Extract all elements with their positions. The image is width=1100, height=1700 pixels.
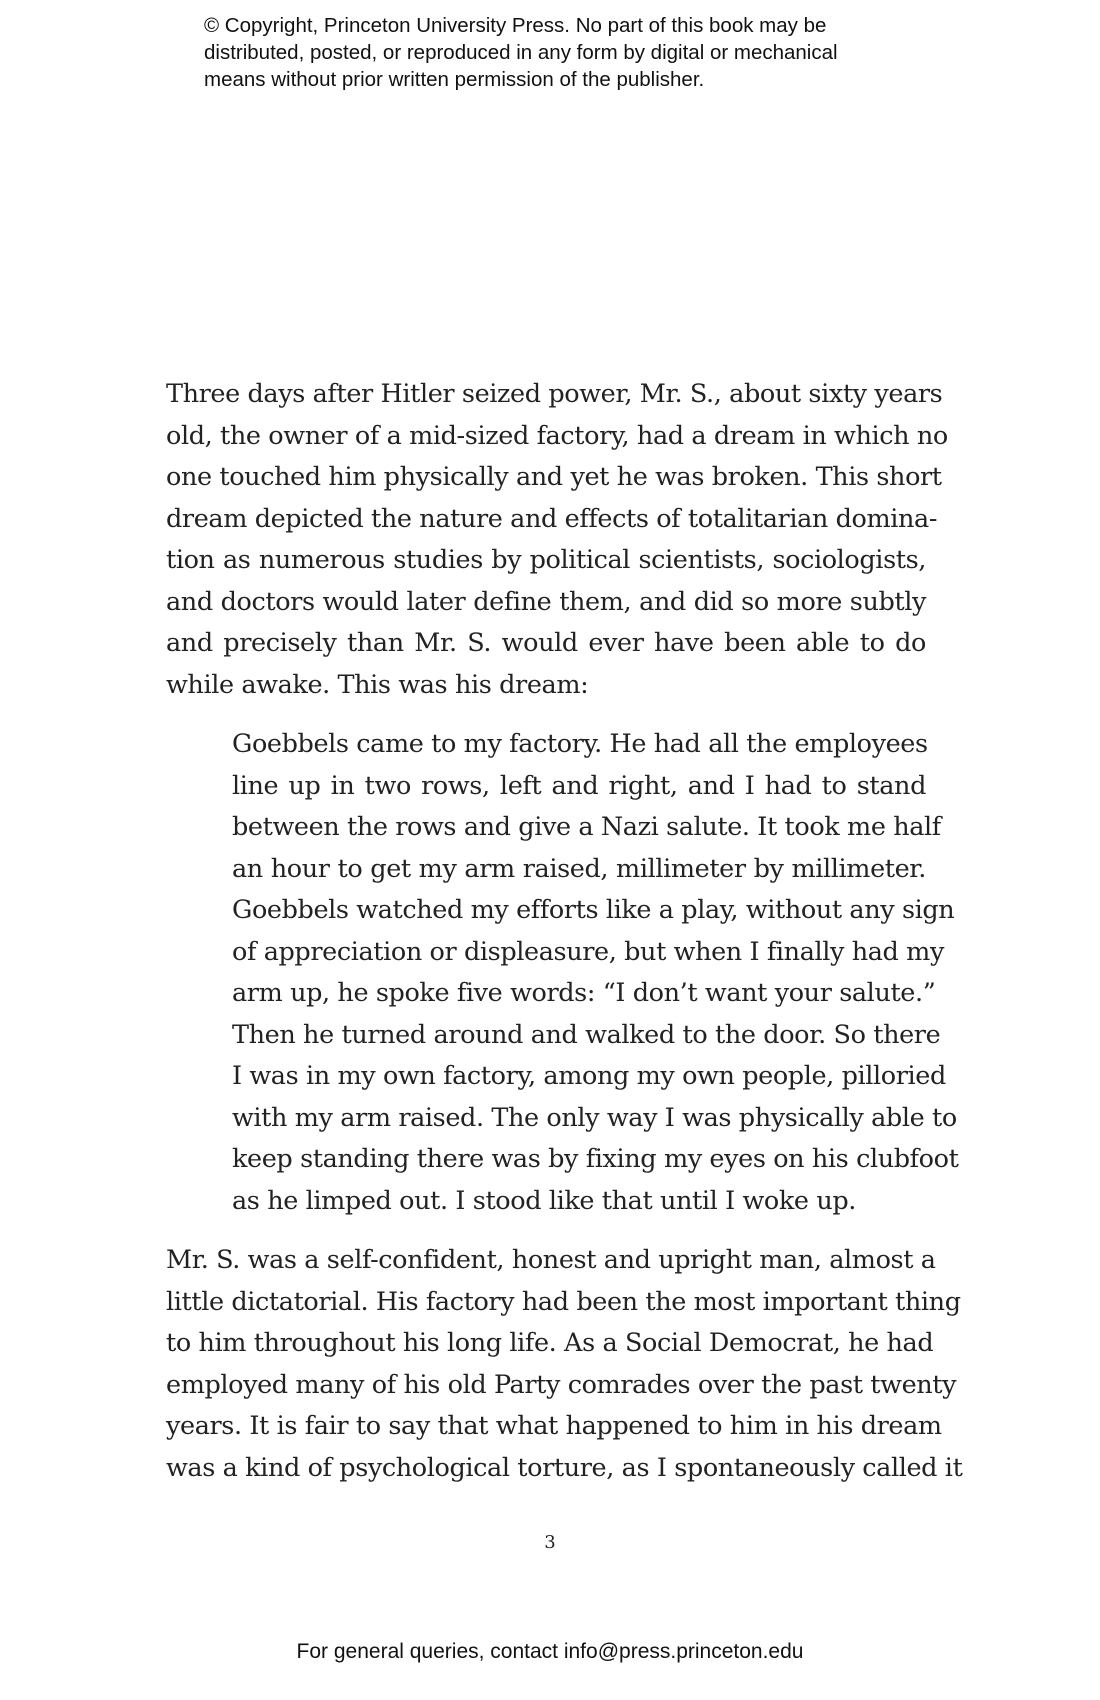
text-line: and doctors would later define them, and did so more subtly [166, 586, 926, 617]
copyright-line: distributed, posted, or reproduced in any form by digital or mechanical [204, 41, 838, 64]
copyright-line: © Copyright, Princeton University Press. No part of this book may be [204, 14, 827, 37]
text-line: and precisely than Mr. S. would ever have been able to do [166, 628, 926, 658]
copyright-line: means without prior written permission of the publisher. [204, 68, 705, 91]
text-line: while awake. This was his dream: [166, 669, 589, 700]
quote-line: of appreciation or displeasure, but when I finally had my [232, 936, 944, 967]
quote-line: keep standing there was by fixing my eyes on his clubfoot [232, 1144, 959, 1174]
text-line: was a kind of psychological torture, as I spontaneously called it [166, 1452, 963, 1483]
text-line: tion as numerous studies by political scientists, sociologists, [166, 545, 926, 575]
text-line: years. It is fair to say that what happened to him in his dream [166, 1411, 942, 1441]
paragraph-1 [166, 374, 948, 706]
text-line: dream depicted the nature and effects of totalitarian domina- [166, 503, 938, 534]
quote-line: an hour to get my arm raised, millimeter by millimeter. [232, 853, 926, 884]
quote-line: arm up, he spoke five words: “I don’t want your salute.” [232, 978, 936, 1008]
text-line: Mr. S. was a self-confident, honest and upright man, almost a [166, 1245, 936, 1275]
footer-contact: For general queries, contact info@press.princeton.edu [296, 1640, 804, 1663]
text-line: to him throughout his long life. As a Social Democrat, he had [166, 1328, 934, 1358]
quote-line: Goebbels came to my factory. He had all the employees [232, 729, 928, 759]
quote-line: line up in two rows, left and right, and I had to stand [232, 770, 926, 801]
page-number: 3 [544, 1532, 556, 1553]
quote-line: I was in my own factory, among my own people, pilloried [232, 1061, 946, 1091]
paragraph-2 [166, 1240, 963, 1489]
block-quote [232, 724, 959, 1222]
quote-line: between the rows and give a Nazi salute. It took me half [232, 812, 941, 842]
page-body [166, 374, 963, 1489]
copyright-notice [204, 12, 924, 93]
quote-line: with my arm raised. The only way I was physically able to [232, 1102, 957, 1133]
quote-line: Goebbels watched my efforts like a play, without any sign [232, 895, 955, 925]
text-line: Three days after Hitler seized power, Mr. S., about sixty years [166, 379, 943, 409]
text-line: old, the owner of a mid-sized factory, had a dream in which no [166, 420, 948, 451]
quote-line: as he limped out. I stood like that until I woke up. [232, 1185, 856, 1216]
text-line: one touched him physically and yet he was broken. This short [166, 462, 942, 492]
quote-line: Then he turned around and walked to the door. So there [232, 1019, 941, 1050]
text-line: little dictatorial. His factory had been the most important thing [166, 1286, 961, 1317]
text-line: employed many of his old Party comrades over the past twenty [166, 1369, 957, 1400]
